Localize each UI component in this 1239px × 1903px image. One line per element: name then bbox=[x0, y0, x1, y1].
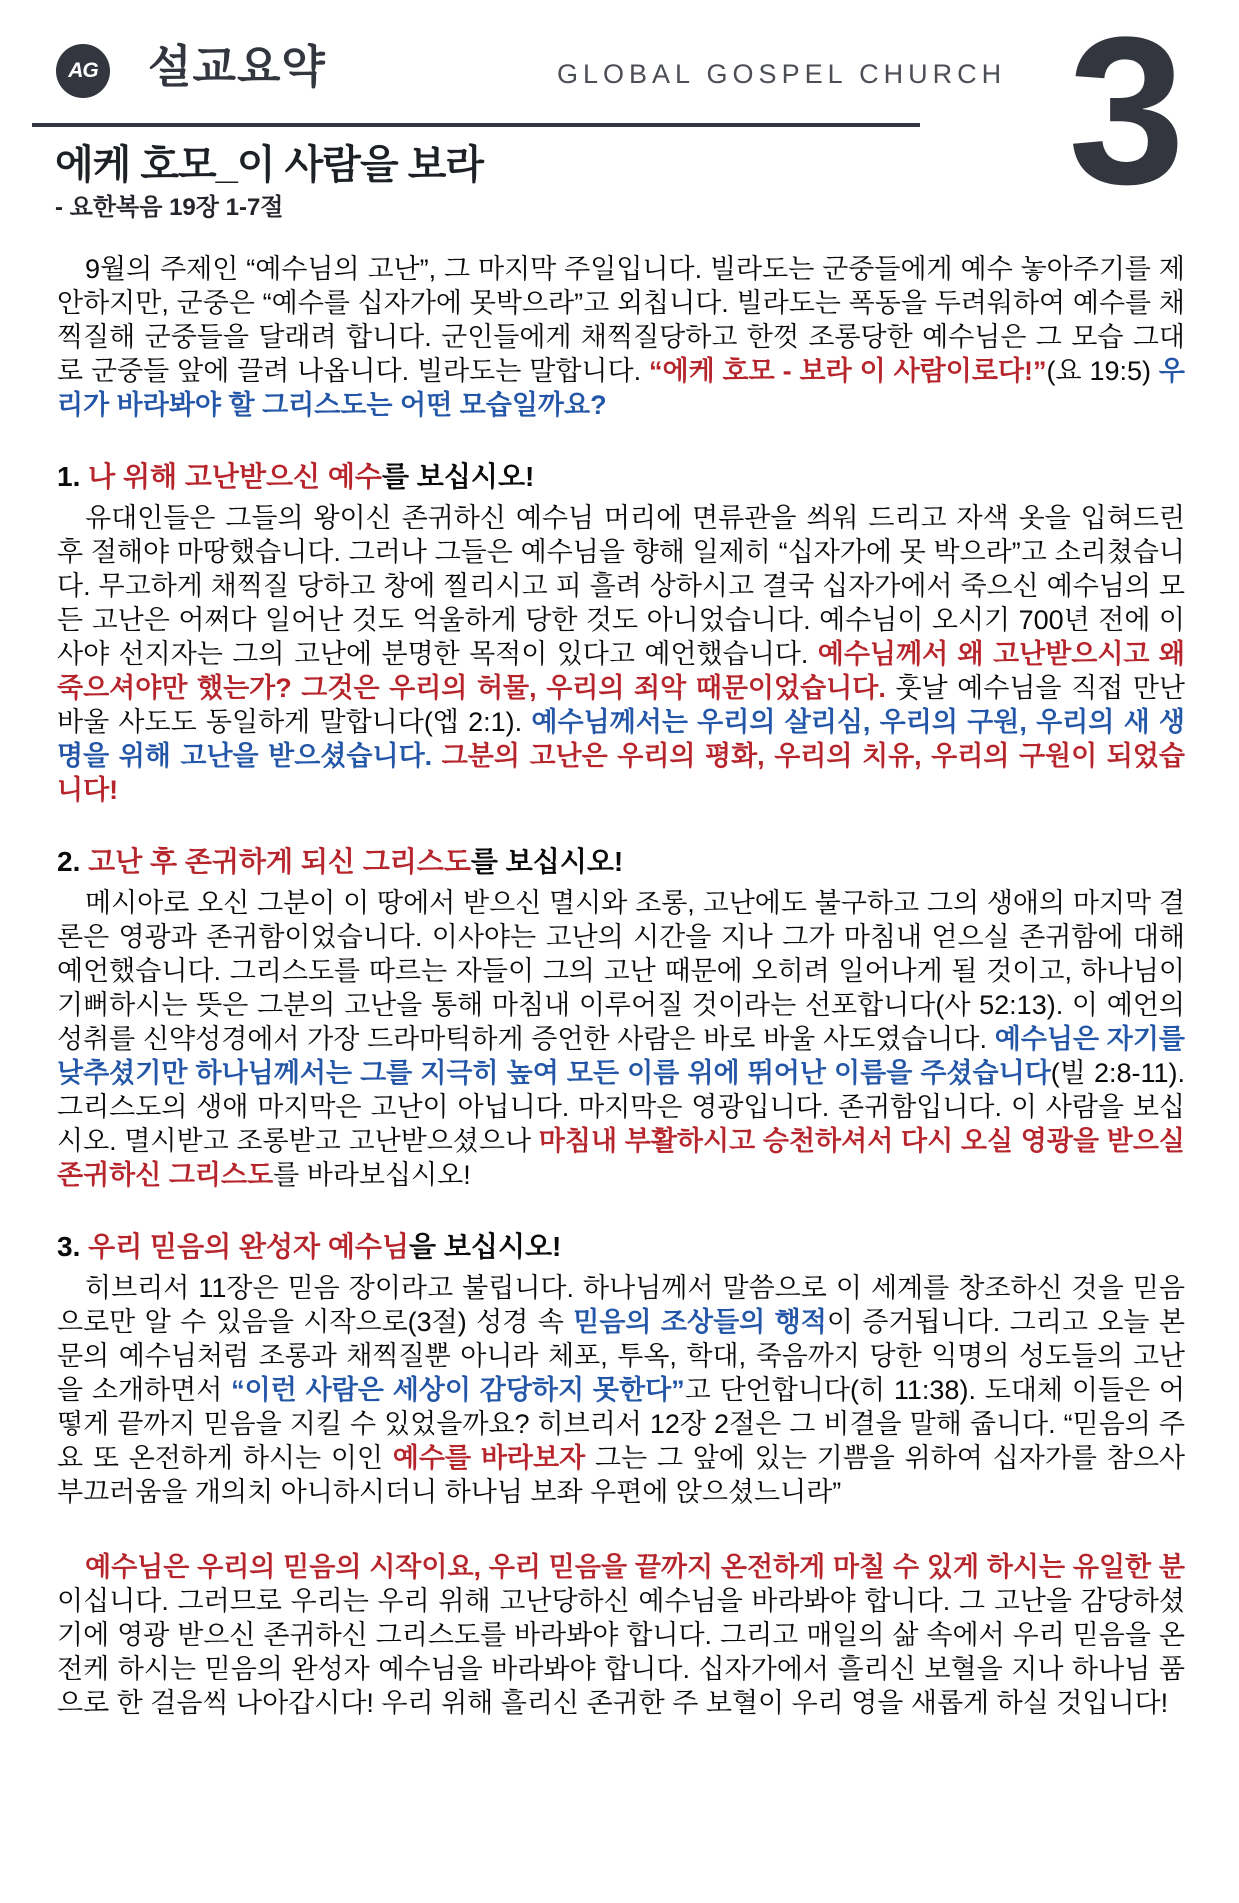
text-segment: “에케 호모 - 보라 이 사람이로다!” bbox=[648, 356, 1047, 386]
text-segment: 고난 후 존귀하게 되신 그리스도 bbox=[88, 846, 471, 877]
text-segment: 예수를 바라보자 bbox=[392, 1443, 586, 1473]
text-segment: (빌 2:8-11). 그리스도의 생애 마지막은 고난이 아닙니다. 마지막은 영광입니다. 존귀함입니다. 이 사람을 보십시오. 멸시받고 조롱받고 고난받으셨으나 bbox=[57, 1058, 1193, 1156]
intro-paragraph bbox=[57, 252, 1185, 422]
ag-logo-icon bbox=[56, 44, 110, 98]
point-2-heading bbox=[57, 845, 1185, 879]
text-segment: 예수님께서는 우리의 살리심, 우리의 구원, 우리의 새 생명을 위해 고난을 받으셨습니다. bbox=[57, 707, 1185, 771]
text-segment: 9월의 주제인 “예수님의 고난”, 그 마지막 주일입니다. 빌라도는 군중들에게 예수 놓아주기를 제안하지만, 군중은 “예수를 십자가에 못박으라”고 외칩니다. 빌라도는 폭동을 두려워하여 예수를 채찍질해 군중들을 달래려 합니다. 군인들에게 채찍질당하고 한껏 조롱당한 예수님은 그 모습 그대로 군중들 앞에 끌려 나옵니다. 빌라도는 말합니다. bbox=[57, 254, 1185, 386]
text-segment: 1. bbox=[57, 461, 89, 492]
point-1-heading bbox=[57, 460, 1185, 494]
text-segment: 2. bbox=[57, 846, 89, 877]
text-segment: (요 19:5) bbox=[1046, 356, 1159, 386]
text-segment: 를 보십시오! bbox=[381, 461, 535, 492]
ag-logo-text: AG bbox=[68, 59, 98, 82]
text-segment: 그는 그 앞에 있는 기쁨을 위하여 십자가를 참으사 부끄러움을 개의치 아니하시더니 하나님 보좌 우편에 앉으셨느니라” bbox=[57, 1443, 1193, 1507]
text-segment: 3. bbox=[57, 1231, 89, 1262]
church-name: GLOBAL GOSPEL CHURCH bbox=[557, 59, 1007, 89]
text-segment: 예수님께서 왜 고난받으시고 왜 죽으셔야만 했는가? 그것은 우리의 허물, 우리의 죄악 때문이었습니다. bbox=[57, 639, 1193, 703]
sermon-body bbox=[57, 252, 1193, 1720]
point-3-heading bbox=[57, 1230, 1185, 1264]
text-segment: 우리 믿음의 완성자 예수님 bbox=[88, 1231, 410, 1262]
text-segment: 를 보십시오! bbox=[470, 846, 624, 877]
text-segment: 메시아로 오신 그분이 이 땅에서 받으신 멸시와 조롱, 고난에도 불구하고 그의 생애의 마지막 결론은 영광과 존귀함이었습니다. 이사야는 고난의 시간을 지나 그가 마침내 얻으실 존귀함에 대해 예언했습니다. 그리스도를 따르는 자들이 그의 고난 때문에 오히려 일어나게 될 것이고, 하나님이 기뻐하시는 뜻은 그분의 고난을 통해 마침내 이루어질 것이라는 선포합니다(사 52:13). 이 예언의 성취를 신약성경에서 가장 드라마틱하게 증언한 사람은 바로 바울 사도였습니다. bbox=[57, 888, 1193, 1054]
text-segment: 을 보십시오! bbox=[409, 1231, 562, 1262]
text-segment: 예수님은 자기를 낮추셨기만 하나님께서는 그를 지극히 높여 모든 이름 위에 뛰어난 이름을 주셨습니다 bbox=[57, 1024, 1193, 1088]
page-number: 3 bbox=[1068, 0, 1185, 228]
text-segment: 히브리서 11장은 믿음 장이라고 불립니다. 하나님께서 말씀으로 이 세계를 창조하신 것을 믿음으로만 알 수 있음을 시작으로(3절) 성경 속 bbox=[57, 1273, 1185, 1337]
text-segment: 훗날 예수님을 직접 만난 바울 사도도 동일하게 말합니다(엡 2:1). bbox=[57, 673, 1193, 737]
conclusion-paragraph bbox=[57, 1550, 1185, 1720]
text-segment: 나 위해 고난받으신 예수 bbox=[88, 461, 382, 492]
sermon-title: 에케 호모_이 사람을 보라 bbox=[55, 143, 483, 187]
point-3-paragraph bbox=[57, 1271, 1193, 1509]
text-segment: 이 증거됩니다. 그리고 오늘 본문의 예수님처럼 조롱과 채찍질뿐 아니라 체포, 투옥, 학대, 죽음까지 당한 익명의 성도들의 고난을 소개하면서 bbox=[57, 1307, 1185, 1405]
page-title: 설교요약 bbox=[148, 41, 326, 92]
text-segment: 고 단언합니다(히 11:38). 도대체 이들은 어떻게 끝까지 믿음을 지킬 수 있었을까요? 히브리서 12장 2절은 그 비결을 말해 줍니다. “믿음의 주요 또 온전하게 하시는 이인 bbox=[57, 1375, 1185, 1473]
text-segment: “이런 사람은 세상이 감당하지 못한다” bbox=[231, 1375, 685, 1405]
text-segment: 믿음의 조상들의 행적 bbox=[573, 1307, 827, 1337]
text-segment: 마침내 부활하시고 승천하셔서 다시 오실 영광을 받으실 존귀하신 그리스도 bbox=[57, 1126, 1193, 1190]
header-divider bbox=[32, 123, 920, 127]
text-segment: 유대인들은 그들의 왕이신 존귀하신 예수님 머리에 면류관을 씌워 드리고 자색 옷을 입혀드린 후 절해야 마땅했습니다. 그러나 그들은 예수님을 향해 일제히 “십자가에 못 박으라”고 소리쳤습니다. 무고하게 채찍질 당하고 창에 찔리시고 피 흘려 상하시고 결국 십자가에서 죽으신 예수님의 모든 고난은 어쩌다 일어난 것도 억울하게 당한 것도 아니었습니다. 예수님이 오시기 700년 전에 이사야 선지자는 그의 고난에 분명한 목적이 있다고 예언했습니다. bbox=[57, 503, 1193, 669]
sermon-scripture-reference: - 요한복음 19장 1-7절 bbox=[55, 194, 284, 221]
point-1-paragraph bbox=[57, 501, 1193, 807]
text-segment: 그분의 고난은 우리의 평화, 우리의 치유, 우리의 구원이 되었습니다! bbox=[57, 741, 1185, 805]
text-segment: 이십니다. 그러므로 우리는 우리 위해 고난당하신 예수님을 바라봐야 합니다. 그 고난을 감당하셨기에 영광 받으신 존귀하신 그리스도를 바라봐야 합니다. 그리고 매일의 삶 속에서 우리 믿음을 온전케 하시는 믿음의 완성자 예수님을 바라봐야 합니다. 십자가에서 흘리신 보혈을 지나 하나님 품으로 한 걸음씩 나아갑시다! 우리 위해 흘리신 존귀한 주 보혈이 우리 영을 새롭게 하실 것입니다! bbox=[57, 1586, 1185, 1718]
text-segment: 우리가 바라봐야 할 그리스도는 어떤 모습일까요? bbox=[57, 356, 1186, 420]
point-2-paragraph bbox=[57, 886, 1193, 1192]
text-segment: 예수님은 우리의 믿음의 시작이요, 우리 믿음을 끝까지 온전하게 마칠 수 있게 하시는 유일한 분 bbox=[85, 1552, 1185, 1582]
text-segment: 를 바라보십시오! bbox=[273, 1160, 471, 1190]
